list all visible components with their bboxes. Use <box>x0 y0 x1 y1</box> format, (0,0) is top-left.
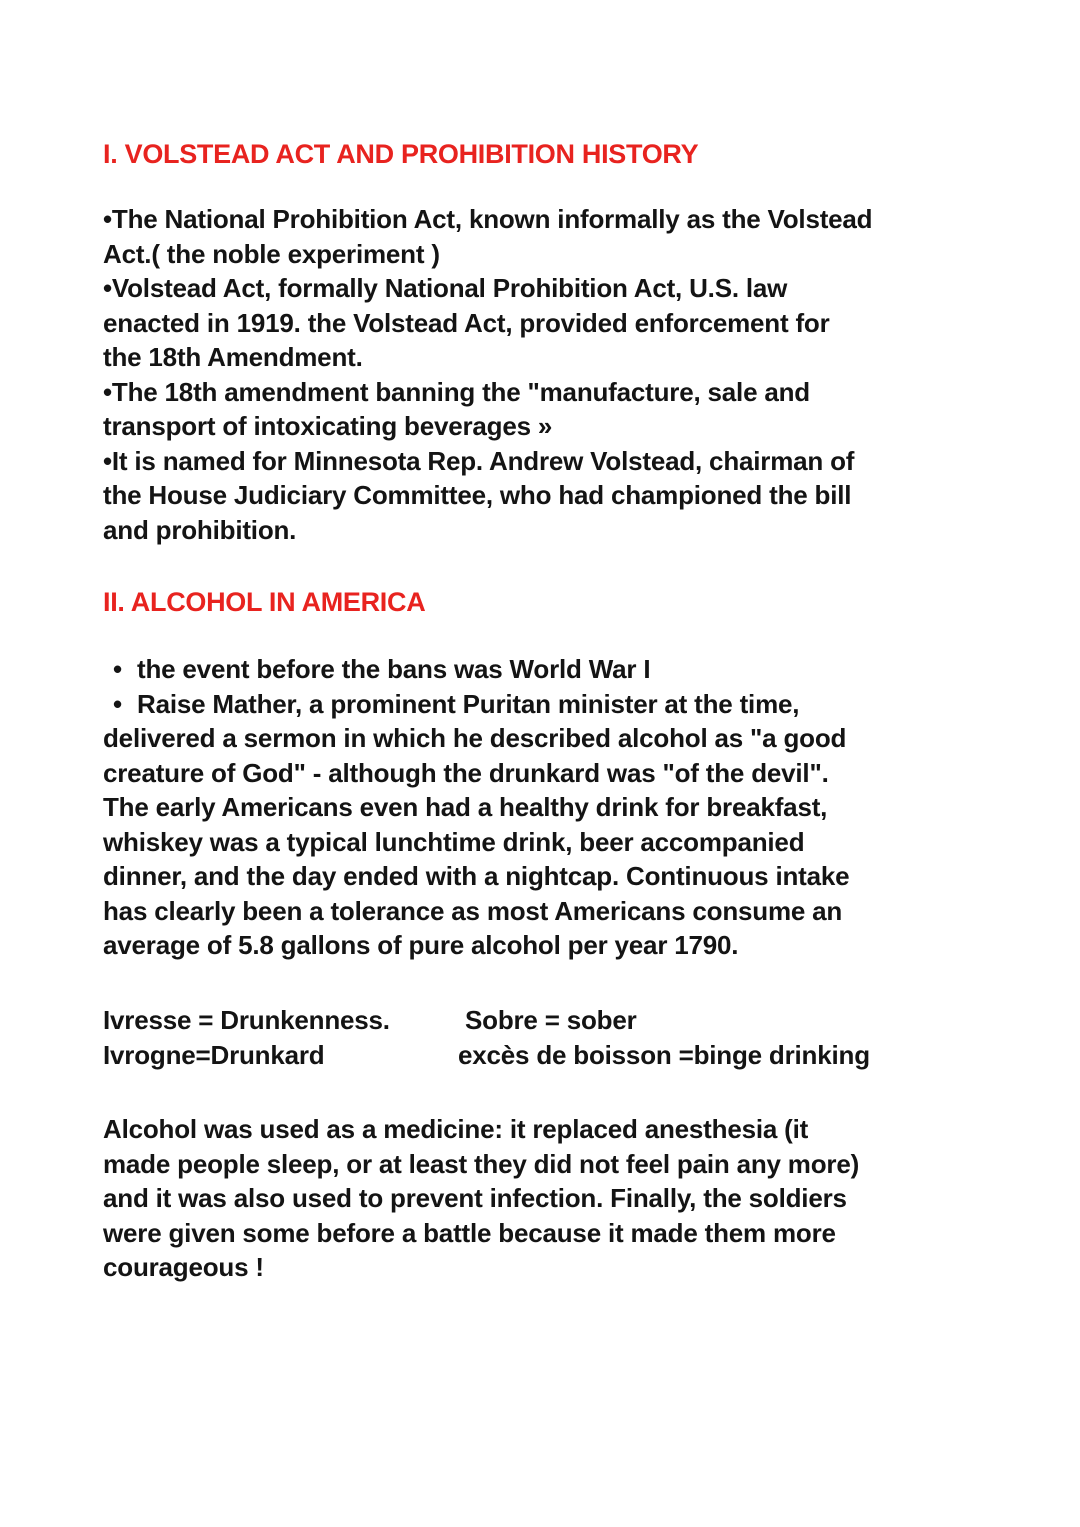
section-2-line: delivered a sermon in which he described alcohol as "a good <box>103 723 847 753</box>
section-2-line: dinner, and the day ended with a nightcap. Continuous intake <box>103 861 850 891</box>
vocabulary-row <box>103 1038 983 1073</box>
bullet-text: Raise Mather, a prominent Puritan minister at the time, <box>137 688 800 719</box>
bullet-text: the event before the bans was World War I <box>137 654 651 684</box>
bullet-item <box>103 652 983 687</box>
section-1-line: Act.( the noble experiment ) <box>103 238 440 269</box>
vocabulary-term: Sobre = sober <box>465 1005 637 1035</box>
bullet-dot: • <box>113 688 122 719</box>
section-2-line: whiskey was a typical lunchtime drink, beer accompanied <box>103 826 805 857</box>
section-1-heading: I. VOLSTEAD ACT AND PROHIBITION HISTORY <box>103 139 699 169</box>
section-1-line: the 18th Amendment. <box>103 342 363 372</box>
section-1-body <box>103 202 983 547</box>
section-1-line: the House Judiciary Committee, who had championed the bill <box>103 480 852 510</box>
medicine-line: made people sleep, or at least they did not feel pain any more) <box>103 1148 860 1179</box>
section-1-line: •It is named for Minnesota Rep. Andrew Volstead, chairman of <box>103 445 855 476</box>
medicine-line: courageous ! <box>103 1252 264 1282</box>
vocabulary-term: Ivrogne=Drunkard <box>103 1039 325 1070</box>
bullet-item <box>103 687 983 722</box>
section-2-heading: II. ALCOHOL IN AMERICA <box>103 587 426 617</box>
medicine-line: and it was also used to prevent infection. Finally, the soldiers <box>103 1183 847 1213</box>
section-2-line: creature of God" - although the drunkard was "of the devil". <box>103 757 829 788</box>
section-1-line: •The 18th amendment banning the "manufacture, sale and <box>103 376 810 407</box>
vocabulary-term: excès de boisson =binge drinking <box>458 1039 870 1070</box>
vocabulary-list <box>103 1003 983 1072</box>
section-1-line: •Volstead Act, formally National Prohibition Act, U.S. law <box>103 273 788 303</box>
section-2-line: average of 5.8 gallons of pure alcohol per year 1790. <box>103 930 739 960</box>
section-1-line: and prohibition. <box>103 514 297 545</box>
medicine-line: were given some before a battle because it made them more <box>103 1217 836 1248</box>
vocabulary-row <box>103 1003 983 1038</box>
section-1-line: enacted in 1919. the Volstead Act, provided enforcement for <box>103 307 830 338</box>
section-1-line: transport of intoxicating beverages » <box>103 411 553 441</box>
vocabulary-term: Ivresse = Drunkenness. <box>103 1005 390 1035</box>
section-2-line: has clearly been a tolerance as most Americans consume an <box>103 895 843 926</box>
section-2-body <box>103 652 983 963</box>
section-2-line: The early Americans even had a healthy drink for breakfast, <box>103 792 828 822</box>
medicine-line: Alcohol was used as a medicine: it replaced anesthesia (it <box>103 1114 809 1144</box>
section-1-line: •The National Prohibition Act, known informally as the Volstead <box>103 204 873 234</box>
bullet-dot: • <box>113 654 122 684</box>
medicine-paragraph <box>103 1112 983 1285</box>
